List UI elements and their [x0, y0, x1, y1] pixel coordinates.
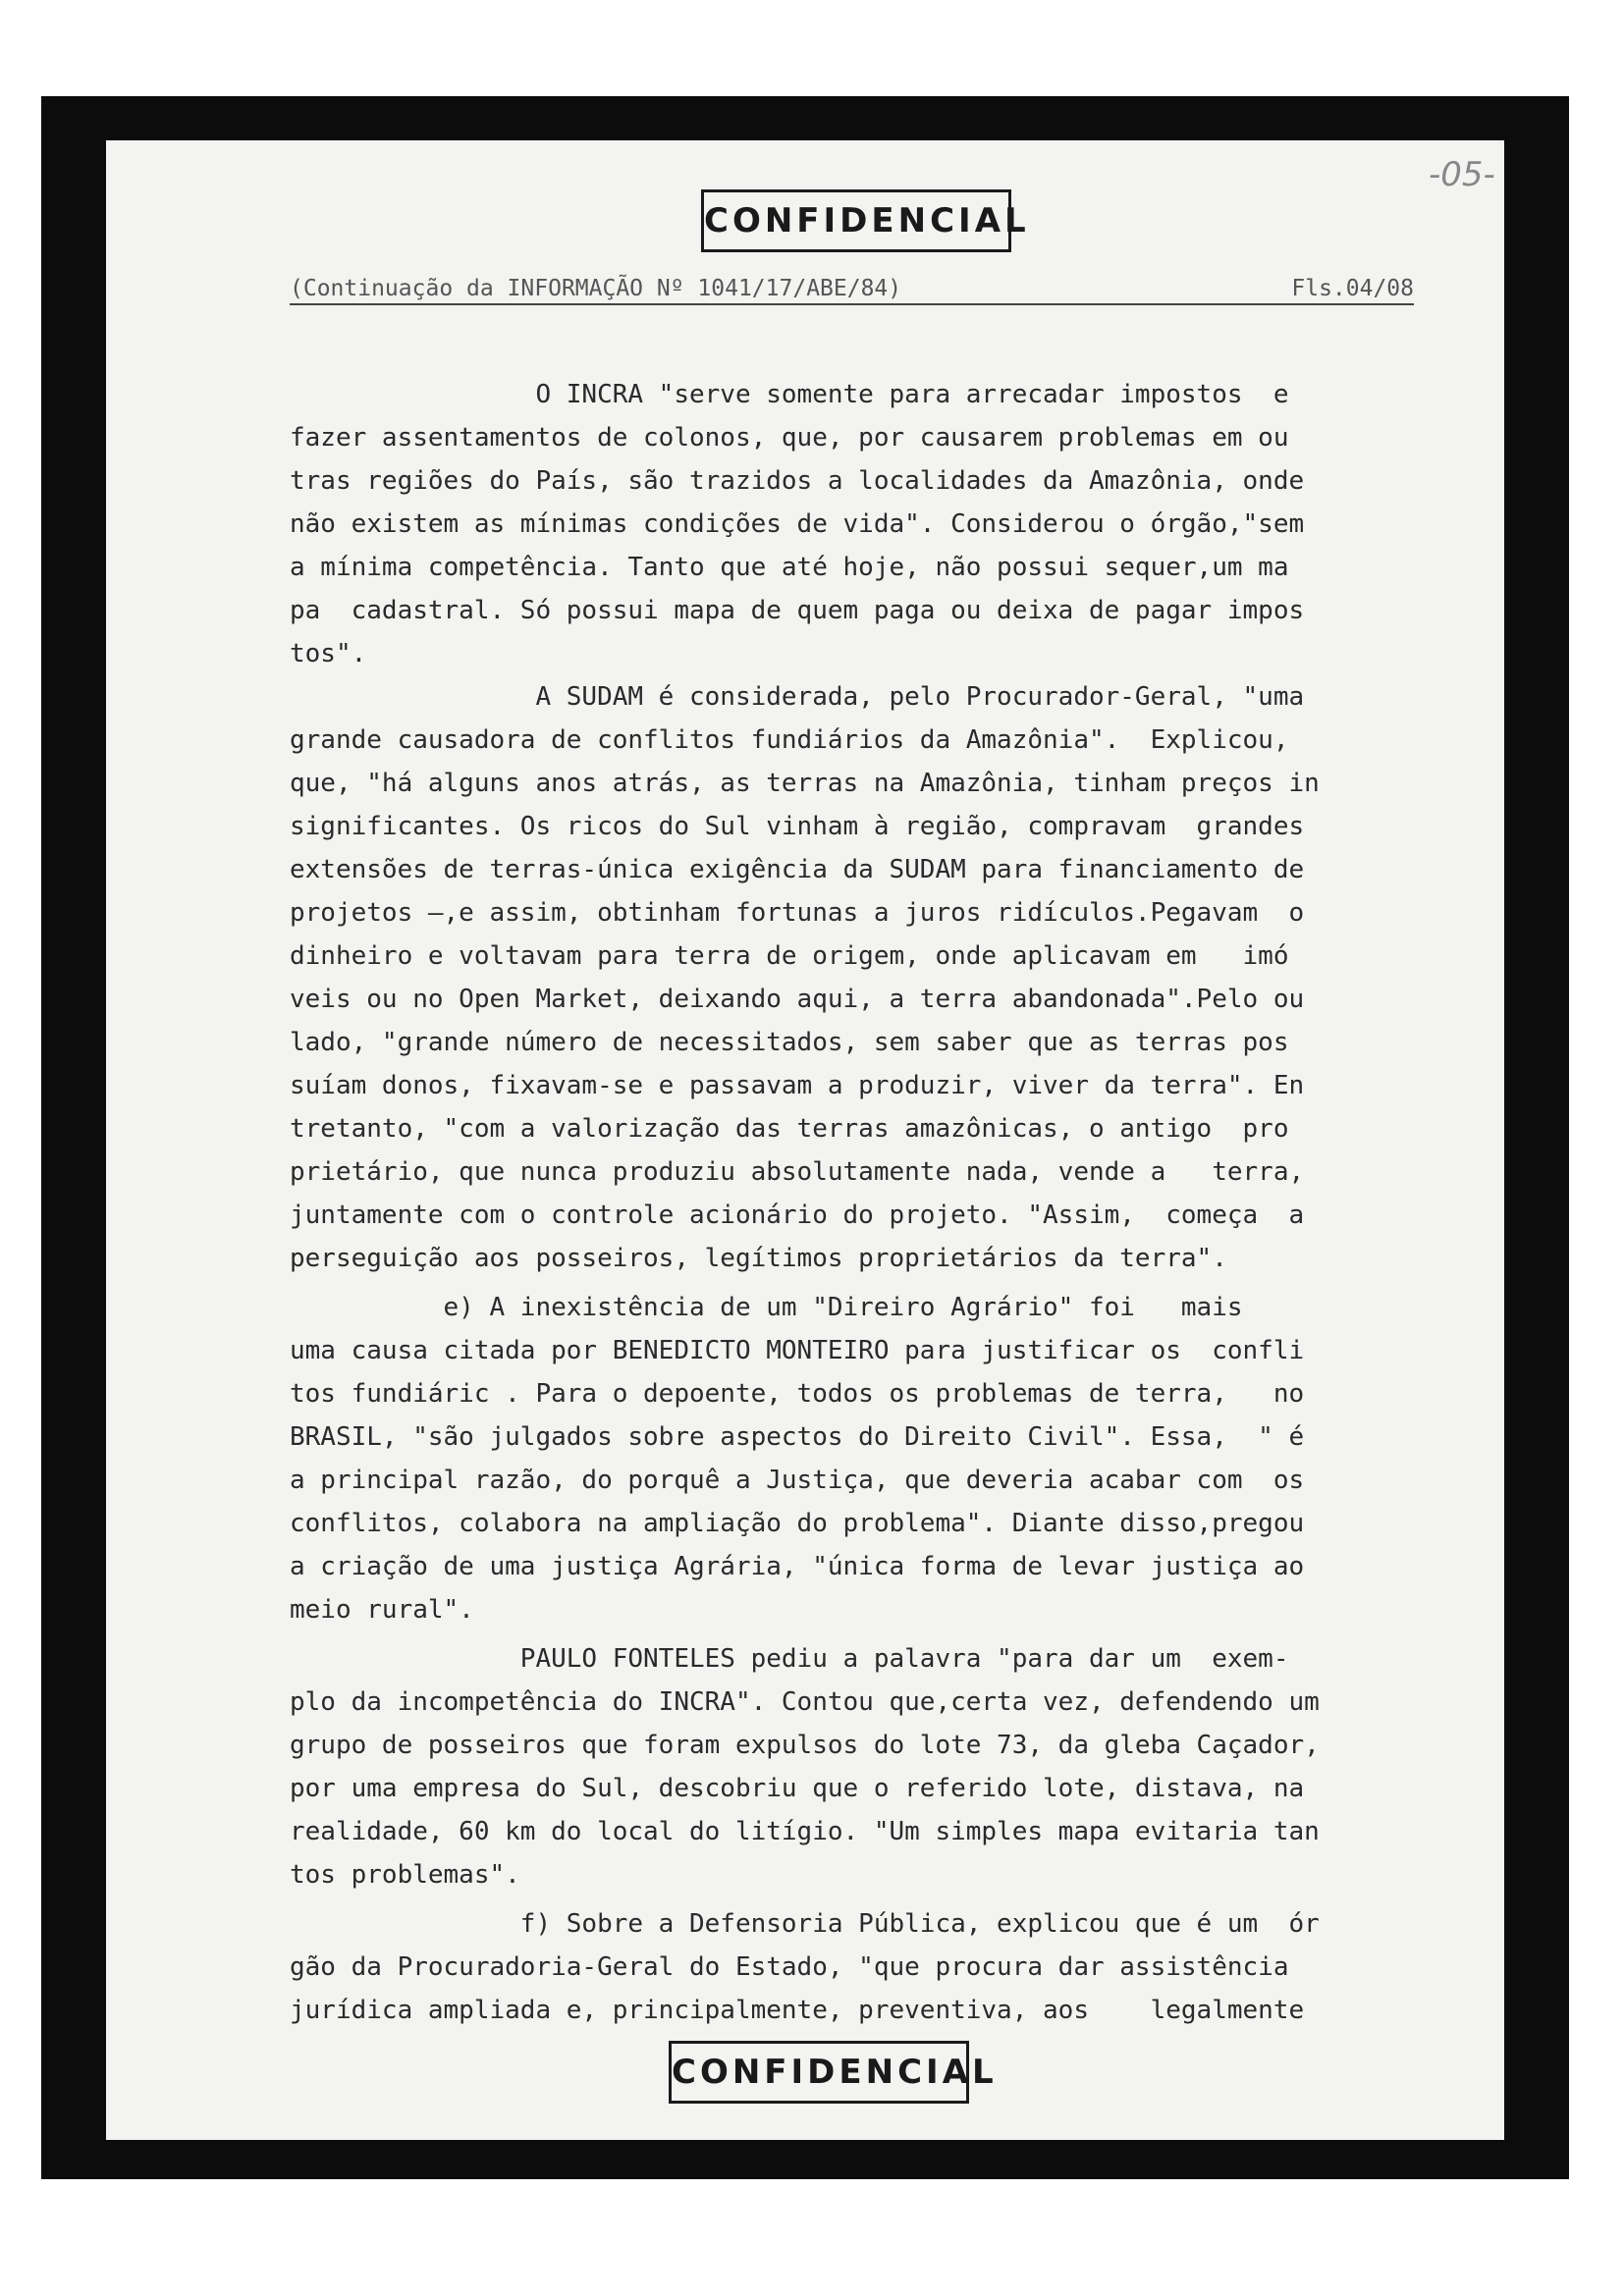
text-line: tretanto, "com a valorização das terras amazônicas, o antigo pro [290, 1114, 1289, 1144]
page-corner-mark: -05- [1429, 155, 1495, 194]
text-line: gão da Procuradoria-Geral do Estado, "que procura dar assistência [290, 1952, 1289, 1982]
text-line: f) Sobre a Defensoria Pública, explicou que é um ór [290, 1909, 1320, 1939]
sheet-number: Fls.04/08 [1291, 276, 1414, 301]
text-line: projetos —,e assim, obtinham fortunas a juros ridículos.Pegavam o [290, 898, 1305, 928]
text-line: meio rural". [290, 1595, 474, 1625]
text-line: grupo de posseiros que foram expulsos do lote 73, da gleba Caçador, [290, 1731, 1320, 1760]
text-line: realidade, 60 km do local do litígio. "Um simples mapa evitaria tan [290, 1817, 1320, 1846]
text-line: a mínima competência. Tanto que até hoje, não possui sequer,um ma [290, 553, 1289, 582]
text-line: que, "há alguns anos atrás, as terras na Amazônia, tinham preços in [290, 769, 1320, 798]
text-line: O INCRA "serve somente para arrecadar impostos e [290, 380, 1289, 409]
continuation-header [290, 276, 1414, 305]
text-line: conflitos, colabora na ampliação do problema". Diante disso,pregou [290, 1509, 1305, 1538]
text-line: tras regiões do País, são trazidos a localidades da Amazônia, onde [290, 466, 1305, 496]
text-line: tos fundiáric . Para o depoente, todos os problemas de terra, no [290, 1379, 1305, 1409]
text-line: tos problemas". [290, 1860, 520, 1890]
text-line: veis ou no Open Market, deixando aqui, a terra abandonada".Pelo ou [290, 985, 1305, 1014]
text-line: significantes. Os ricos do Sul vinham à região, compravam grandes [290, 812, 1305, 841]
text-line: jurídica ampliada e, principalmente, preventiva, aos legalmente [290, 1996, 1305, 2025]
text-line: pa cadastral. Só possui mapa de quem paga ou deixa de pagar impos [290, 596, 1305, 625]
text-line: grande causadora de conflitos fundiários da Amazônia". Explicou, [290, 725, 1289, 755]
text-line: juntamente com o controle acionário do projeto. "Assim, começa a [290, 1201, 1305, 1230]
text-line: suíam donos, fixavam-se e passavam a produzir, viver da terra". En [290, 1071, 1305, 1100]
text-line: plo da incompetência do INCRA". Contou que,certa vez, defendendo um [290, 1687, 1320, 1717]
text-line: PAULO FONTELES pediu a palavra "para dar um exem- [290, 1644, 1289, 1674]
text-line: A SUDAM é considerada, pelo Procurador-Geral, "uma [290, 682, 1305, 712]
text-line: perseguição aos posseiros, legítimos proprietários da terra". [290, 1244, 1227, 1273]
text-line: a principal razão, do porquê a Justiça, que deveria acabar com os [290, 1466, 1305, 1495]
text-line: dinheiro e voltavam para terra de origem, onde aplicavam em imó [290, 941, 1289, 971]
continuation-reference: (Continuação da INFORMAÇÃO Nº 1041/17/ABE/84) [290, 276, 902, 301]
document-body [290, 373, 1414, 2032]
text-line: e) A inexistência de um "Direiro Agrário" foi mais [290, 1293, 1243, 1322]
text-line: fazer assentamentos de colonos, que, por causarem problemas em ou [290, 423, 1289, 453]
text-line: prietário, que nunca produziu absolutamente nada, vende a terra, [290, 1157, 1305, 1187]
text-line: tos". [290, 639, 367, 668]
text-line: não existem as mínimas condições de vida". Considerou o órgão,"sem [290, 509, 1305, 539]
text-line: por uma empresa do Sul, descobriu que o referido lote, distava, na [290, 1774, 1305, 1803]
text-line: extensões de terras-única exigência da SUDAM para financiamento de [290, 855, 1305, 884]
text-line: BRASIL, "são julgados sobre aspectos do Direito Civil". Essa, " é [290, 1422, 1305, 1452]
text-line: lado, "grande número de necessitados, sem saber que as terras pos [290, 1028, 1289, 1057]
confidential-stamp-bottom: CONFIDENCIAL [669, 2041, 969, 2104]
text-line: a criação de uma justiça Agrária, "única forma de levar justiça ao [290, 1552, 1305, 1581]
confidential-stamp-top: CONFIDENCIAL [701, 189, 1011, 252]
text-line: uma causa citada por BENEDICTO MONTEIRO para justificar os confli [290, 1336, 1305, 1365]
